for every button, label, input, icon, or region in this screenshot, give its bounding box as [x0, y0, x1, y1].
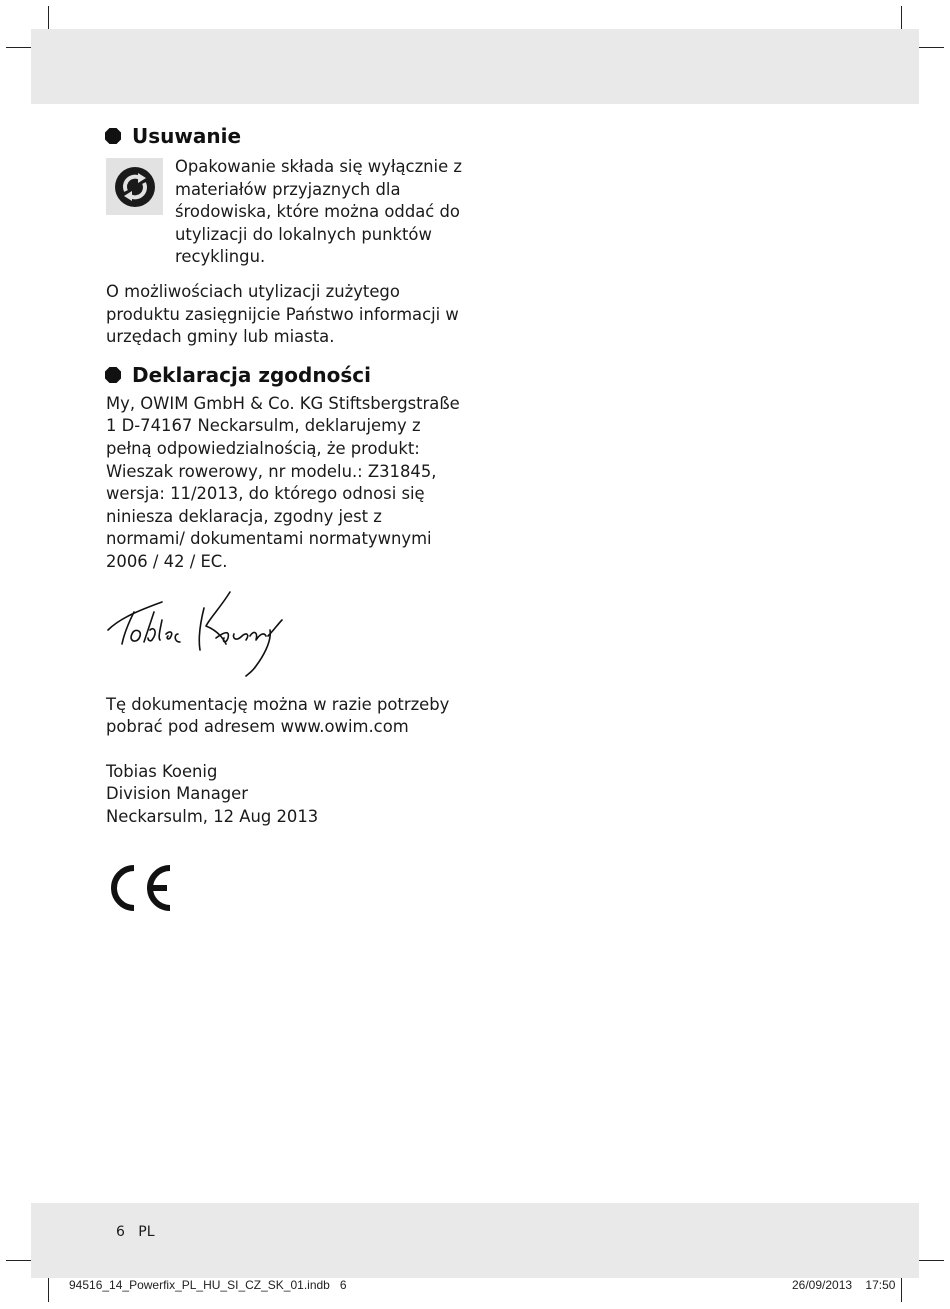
declaration-heading: Deklaracja zgodności	[132, 362, 371, 387]
octagon-bullet-icon	[104, 127, 122, 145]
declaration-section	[106, 363, 466, 917]
print-time: 17:50	[865, 1278, 896, 1292]
signer-name: Tobias Koenig	[106, 761, 218, 781]
section-heading	[104, 124, 466, 148]
page-number	[116, 1224, 155, 1240]
print-date: 26/09/2013	[792, 1278, 853, 1292]
octagon-bullet-icon	[104, 366, 122, 384]
declaration-body: My, OWIM GmbH & Co. KG Stiftsbergstraße 1 D-74167 Neckarsulm, deklarujemy z pełną odpowiedzialnością, że produkt: Wieszak rowerowy, nr modelu.: Z31845, wersja: 11/2013, do którego odnosi się niniesza deklaracja, zgodny jest z normami/ dokumentami normatywnymi 2006 / 42 / EC.	[106, 393, 460, 571]
disposal-info-text: O możliwościach utylizacji zużytego produktu zasięgnijcie Państwo informacji w urzędach gminy lub miasta.	[106, 281, 459, 347]
disposal-section	[106, 124, 466, 349]
download-text: Tę dokumentację można w razie potrzeby pobrać pod adresem www.owim.com	[106, 694, 450, 737]
header-band	[31, 29, 919, 104]
recycle-row	[106, 154, 466, 269]
recycle-icon	[106, 158, 163, 215]
section-heading	[104, 363, 466, 387]
signer-title: Division Manager	[106, 784, 248, 804]
disposal-heading: Usuwanie	[132, 124, 242, 148]
ce-mark-icon	[106, 864, 466, 916]
signature	[106, 590, 466, 686]
language-code: PL	[138, 1224, 155, 1240]
place-date: Neckarsulm, 12 Aug 2013	[106, 806, 319, 826]
file-slug: 94516_14_Powerfix_PL_HU_SI_CZ_SK_01.indb 6	[69, 1278, 347, 1292]
recycle-text: Opakowanie składa się wyłącznie z materiałów przyjaznych dla środowiska, które można oddać do utylizacji do lokalnych punktów recyklingu.	[175, 157, 463, 267]
print-timestamp	[792, 1278, 895, 1292]
footer-band	[31, 1203, 919, 1278]
page-number-value: 6	[116, 1224, 125, 1240]
page-content	[106, 124, 466, 926]
